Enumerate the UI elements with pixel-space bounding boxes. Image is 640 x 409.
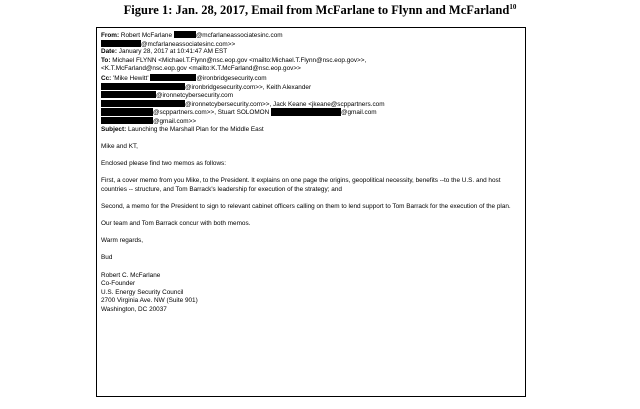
cc-line-2 bbox=[101, 83, 525, 92]
paragraph-second-memo: Second, a memo for the President to sign to relevant cabinet officers calling on them to lend support to Tom Barrack for the execution of the plan. bbox=[101, 202, 511, 210]
redaction-block bbox=[174, 31, 196, 38]
cc-line-5 bbox=[101, 108, 525, 117]
from-domain-1: @mcfarlaneassociatesinc.com bbox=[195, 32, 283, 40]
redaction-block bbox=[101, 91, 156, 98]
closing: Warm regards, bbox=[101, 237, 144, 245]
signature-title: Co-Founder bbox=[101, 280, 136, 288]
paragraph-concur: Our team and Tom Barrack concur with both memos. bbox=[101, 220, 251, 228]
cc-address-3: @ironnetcybersecurity.com bbox=[156, 92, 234, 100]
from-domain-2: @mcfarlaneassociatesinc.com>> bbox=[141, 40, 236, 48]
subject-value: Launching the Marshall Plan for the Middle East bbox=[126, 125, 264, 133]
to-label: To: bbox=[101, 56, 111, 64]
signature-name: Robert C. McFarlane bbox=[101, 271, 161, 279]
signature-address: 2700 Virginia Ave. NW (Suite 901) bbox=[101, 297, 198, 305]
subject-line bbox=[101, 126, 525, 135]
figure-caption bbox=[0, 3, 640, 18]
cc-address-4: @ironnetcybersecurity.com>>, Jack Keane <jkeane@scppartners.com bbox=[185, 100, 385, 108]
cc-line-4 bbox=[101, 100, 525, 109]
signature-city: Washington, DC 20037 bbox=[101, 306, 167, 313]
to-line-2 bbox=[101, 65, 525, 74]
redaction-block bbox=[101, 83, 185, 90]
date-label: Date: bbox=[101, 48, 117, 56]
redaction-block bbox=[271, 108, 341, 115]
footnote-marker: 10 bbox=[509, 2, 517, 11]
to-value-1: Michael FLYNN <Michael.T.Flynn@nsc.eop.gov <mailto:Michael.T.Flynn@nsc.eop.gov>>, bbox=[110, 56, 367, 64]
redaction-block bbox=[150, 74, 196, 81]
redaction-block bbox=[101, 117, 153, 124]
cc-line bbox=[101, 74, 525, 83]
paragraph-first-memo: First, a cover memo from you Mike, to the President. It explains on one page the origins, geopolitical necessity, benefits --to the U.S. and host countries -- structure, and Tom Barrack's leadership for execution of the strategy; and bbox=[101, 177, 501, 193]
redaction-block bbox=[101, 40, 141, 47]
from-name: Robert McFarlane bbox=[119, 32, 174, 40]
cc-line-6 bbox=[101, 117, 525, 126]
signoff: Bud bbox=[101, 254, 113, 262]
redaction-block bbox=[101, 100, 185, 107]
paragraph-intro: Enclosed please find two memos as follows: bbox=[101, 159, 227, 167]
to-value-2: <K.T.McFarland@nsc.eop.gov <mailto:K.T.McFarland@nsc.eop.gov>> bbox=[101, 65, 301, 73]
to-line bbox=[101, 57, 525, 66]
from-label: From: bbox=[101, 32, 120, 40]
greeting: Mike and KT, bbox=[101, 142, 138, 150]
cc-address-6: @gmail.com>> bbox=[153, 118, 197, 126]
cc-address-5a: @scppartners.com>>, Stuart SOLOMON bbox=[153, 109, 270, 117]
from-line-2 bbox=[101, 40, 525, 49]
cc-address-5b: @gmail.com bbox=[341, 109, 377, 117]
cc-address-2: @ironbridgesecurity.com>>, Keith Alexander bbox=[185, 83, 312, 91]
date-line bbox=[101, 48, 525, 57]
from-line bbox=[101, 31, 525, 40]
email-document bbox=[96, 27, 526, 397]
redaction-block bbox=[101, 108, 153, 115]
caption-text: Figure 1: Jan. 28, 2017, Email from McFarlane to Flynn and McFarland bbox=[123, 3, 510, 17]
date-value: January 28, 2017 at 10:41:47 AM EST bbox=[116, 48, 228, 56]
cc-address-1: @ironbridgesecurity.com bbox=[196, 75, 267, 83]
cc-line-3 bbox=[101, 91, 525, 100]
signature-org: U.S. Energy Security Council bbox=[101, 288, 184, 296]
cc-label: Cc: bbox=[101, 75, 112, 83]
cc-name: 'Mike Hewitt' bbox=[111, 75, 151, 83]
subject-label: Subject: bbox=[101, 125, 127, 133]
